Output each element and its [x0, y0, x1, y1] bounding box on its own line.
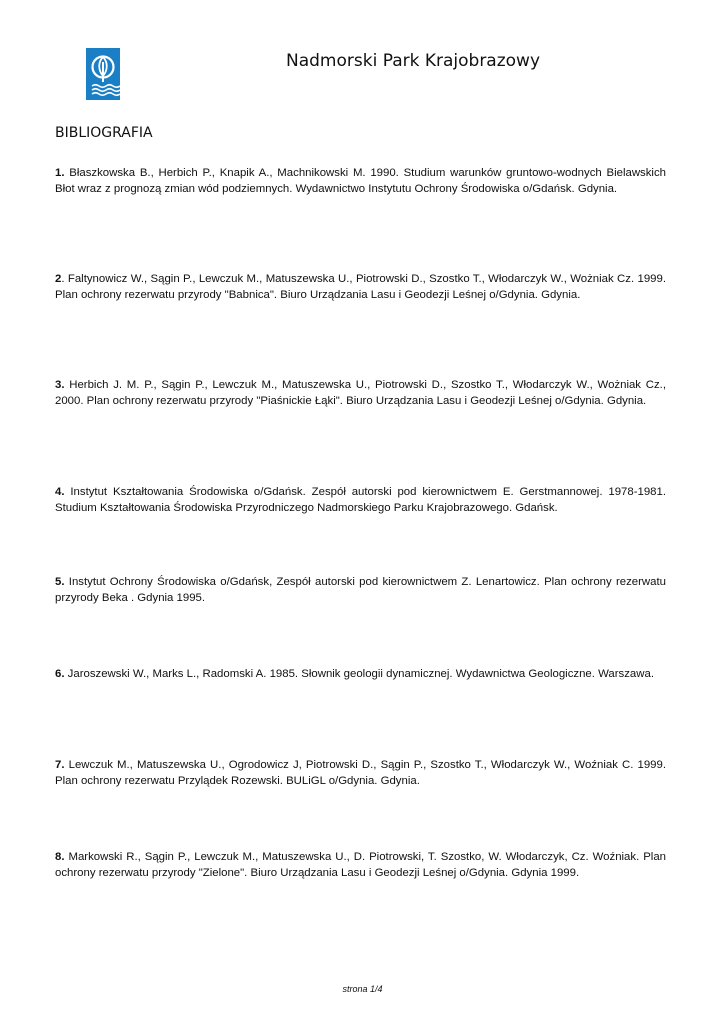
entry-number: 3.	[55, 379, 65, 391]
entry-number: 2	[55, 273, 62, 285]
bibliography-entry	[55, 667, 666, 683]
site-title: Nadmorski Park Krajobrazowy	[286, 51, 541, 71]
entry-number: 6.	[55, 668, 65, 680]
entry-text: Jaroszewski W., Marks L., Radomski A. 1985. Słownik geologii dynamicznej. Wydawnictwa Geologiczne. Warszawa.	[67, 668, 654, 680]
entry-text: Herbich J. M. P., Sągin P., Lewczuk M., Matuszewska U., Piotrowski D., Szostko T., Włodarczyk W., Wożniak Cz., 2000. Plan ochrony rezerwatu przyrody "Piaśnickie Łąki". Biuro Urządzania Lasu i Geodezji Leśnej o/Gdynia. Gdynia.	[55, 379, 666, 407]
entry-text: . Faltynowicz W., Sągin P., Lewczuk M., Matuszewska U., Piotrowski D., Szostko T., Włodarczyk W., Wożniak Cz. 1999. Plan ochrony rezerwatu przyrody "Babnica". Biuro Urządzania Lasu i Geodezji Leśnej o/Gdynia. Gdynia.	[55, 273, 666, 301]
bibliography-entry	[55, 272, 666, 303]
entry-number: 5.	[55, 576, 65, 588]
bibliography-entry	[55, 575, 666, 606]
entry-text: Instytut Kształtowania Środowiska o/Gdańsk. Zespół autorski pod kierownictwem E. Gerstmannowej. 1978-1981. Studium Kształtowania Środowiska Przyrodniczego Nadmorskiego Parku Krajobrazowego. Gdańsk.	[55, 486, 666, 514]
bibliography-entry	[55, 378, 666, 409]
entry-number: 4.	[55, 486, 65, 498]
bibliography-entry	[55, 166, 666, 197]
bibliography-entry	[55, 850, 666, 881]
logo	[86, 48, 120, 100]
tree-waves-logo-icon	[86, 48, 120, 100]
entry-text: Błaszkowska B., Herbich P., Knapik A., Machnikowski M. 1990. Studium warunków gruntowo-wodnych Bielawskich Błot wraz z prognozą zmian wód podziemnych. Wydawnictwo Instytutu Ochrony Środowiska o/Gdańsk. Gdynia.	[55, 167, 666, 195]
entry-text: Instytut Ochrony Środowiska o/Gdańsk, Zespół autorski pod kierownictwem Z. Lenartowicz. Plan ochrony rezerwatu przyrody Beka . Gdynia 1995.	[55, 576, 666, 604]
page-number: strona 1/4	[342, 984, 383, 994]
entry-number: 7.	[55, 759, 65, 771]
entry-text: Lewczuk M., Matuszewska U., Ogrodowicz J, Piotrowski D., Sągin P., Szostko T., Włodarczyk W., Woźniak C. 1999. Plan ochrony rezerwatu Przylądek Rozewski. BULiGL o/Gdynia. Gdynia.	[55, 759, 666, 787]
bibliography-entry	[55, 485, 666, 516]
section-heading: BIBLIOGRAFIA	[55, 125, 153, 141]
entry-number: 8.	[55, 851, 65, 863]
entry-text: Markowski R., Sągin P., Lewczuk M., Matuszewska U., D. Piotrowski, T. Szostko, W. Włodarczyk, Cz. Woźniak. Plan ochrony rezerwatu przyrody "Zielone". Biuro Urządzania Lasu i Geodezji Leśnej o/Gdynia. Gdynia 1999.	[55, 851, 667, 879]
bibliography-entry	[55, 758, 666, 789]
entry-number: 1.	[55, 167, 65, 179]
